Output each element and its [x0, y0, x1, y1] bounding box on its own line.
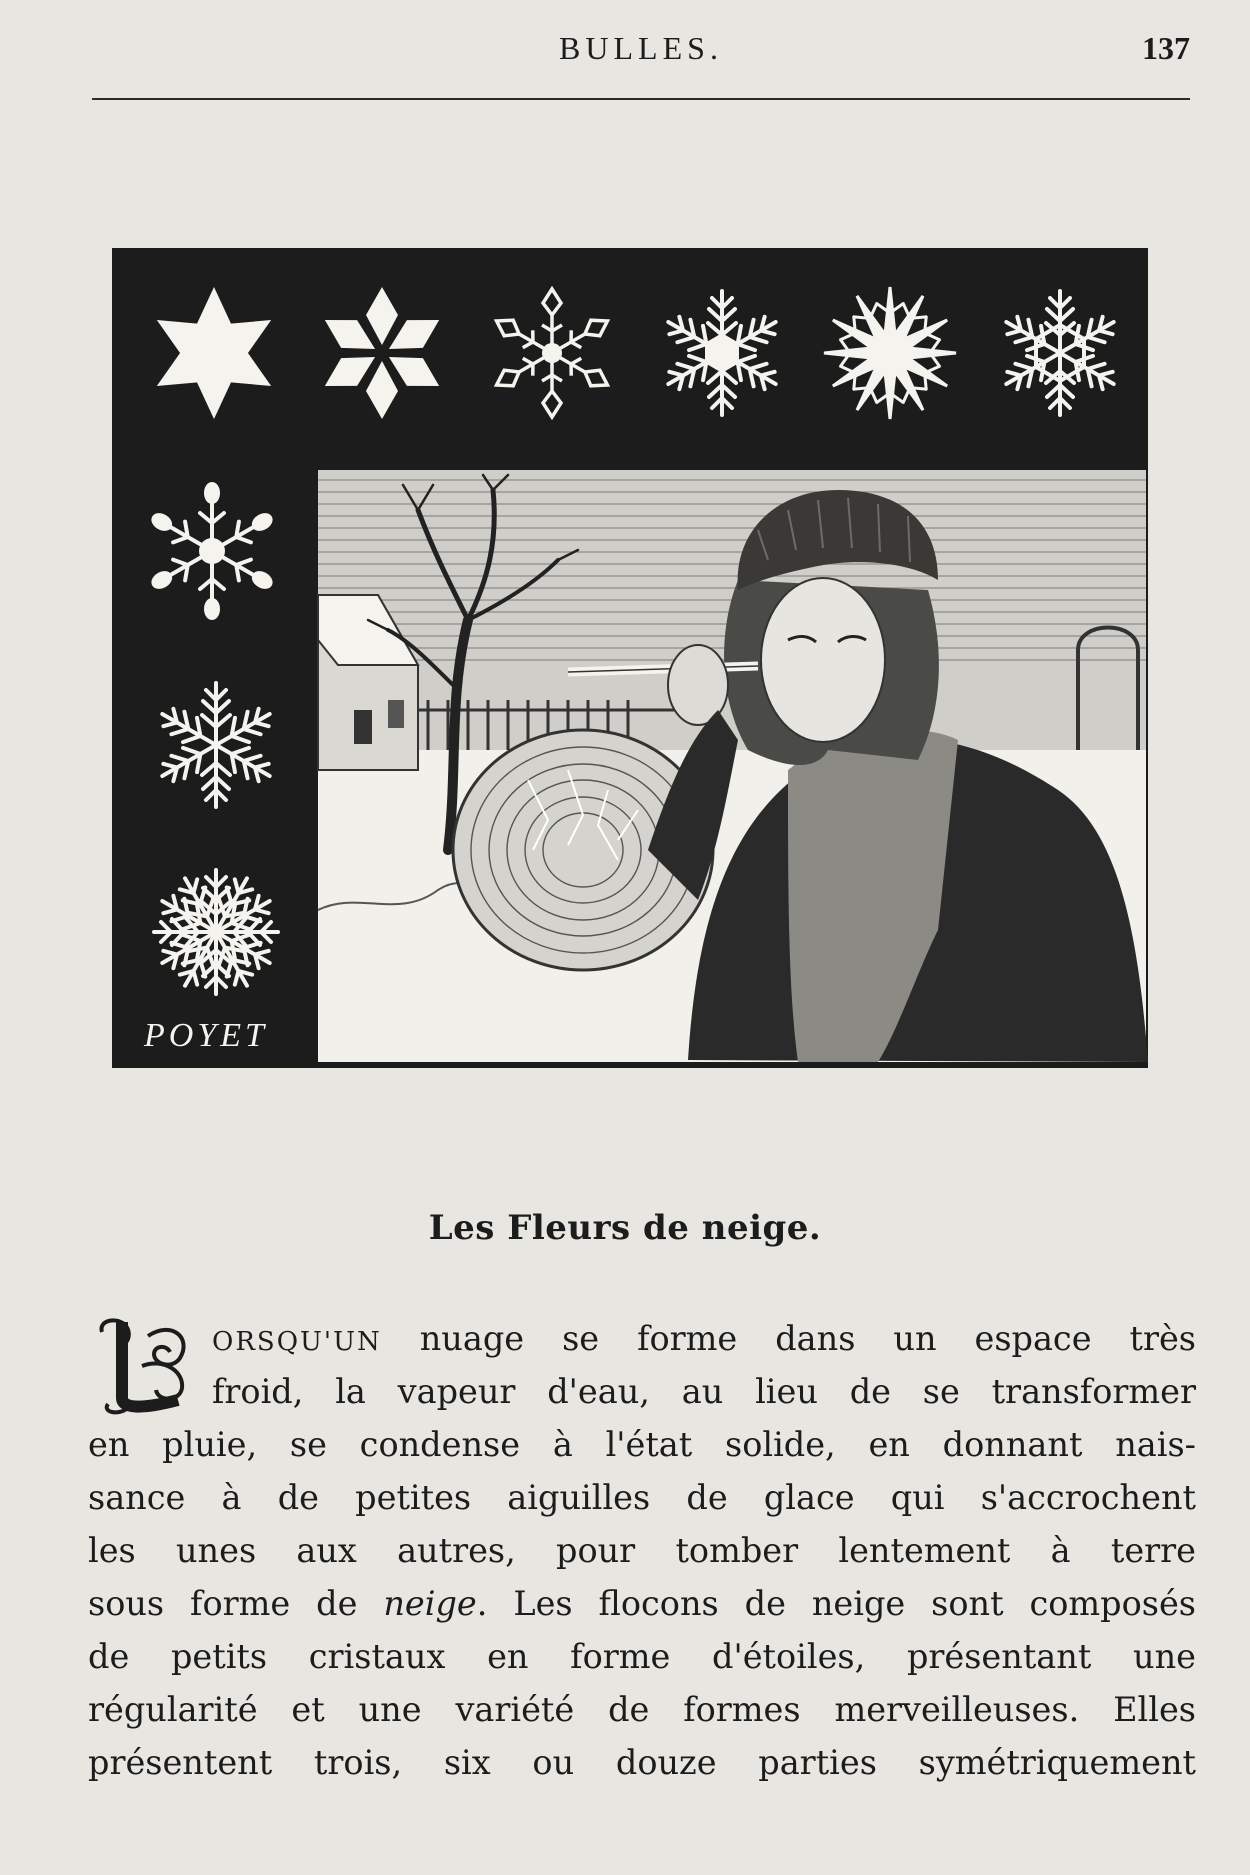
- line-text: sous forme de: [88, 1584, 384, 1623]
- body-line-1: [88, 1312, 1196, 1365]
- line-text: . Les flocons de neige sont composés: [476, 1584, 1196, 1623]
- italic-word: neige: [383, 1584, 477, 1623]
- running-title: BULLES.: [559, 30, 723, 66]
- body-line-5: les unes aux autres, pour tomber lentement à terre: [88, 1531, 1196, 1570]
- body-line-9: présentent trois, six ou douze parties symétriquement: [88, 1743, 1196, 1782]
- body-line-7: de petits cristaux en forme d'étoiles, présentant une: [88, 1637, 1196, 1676]
- header-rule: [92, 98, 1190, 100]
- ornamental-drop-cap-l: [88, 1312, 196, 1418]
- line-text: nuage se forme dans un espace très: [381, 1319, 1196, 1358]
- body-line-3: en pluie, se condense à l'état solide, en donnant nais-: [88, 1425, 1196, 1464]
- body-line-2: froid, la vapeur d'eau, au lieu de se transformer: [212, 1372, 1196, 1411]
- smallcaps-lead: ORSQU'UN: [212, 1327, 382, 1357]
- figure-caption: Les Fleurs de neige.: [428, 1208, 822, 1248]
- running-header: [92, 28, 1190, 102]
- snowflake-illustration: [112, 248, 1148, 1068]
- body-line-6: [88, 1577, 1196, 1630]
- page-number: 137: [1142, 30, 1190, 66]
- body-paragraph: [88, 1312, 1196, 1789]
- body-line-8: régularité et une variété de formes merveilleuses. Elles: [88, 1690, 1196, 1729]
- body-line-4: sance à de petites aiguilles de glace qui s'accrochent: [88, 1478, 1196, 1517]
- svg-text:POYET: POYET: [144, 1017, 268, 1054]
